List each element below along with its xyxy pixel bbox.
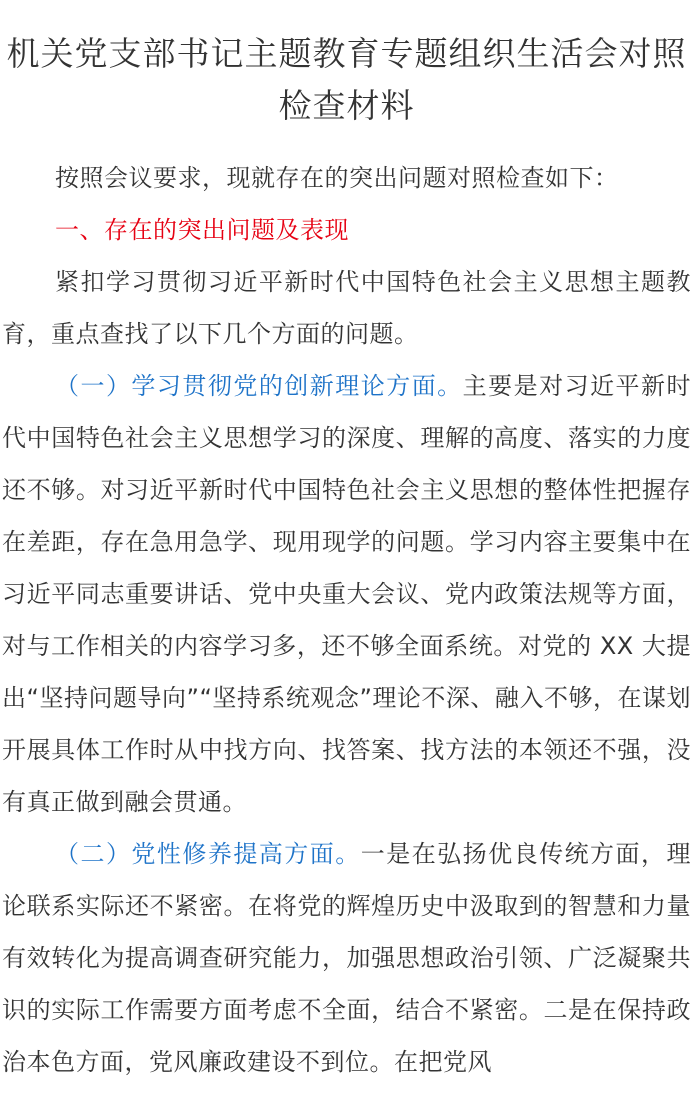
section-heading: 一、存在的突出问题及表现	[55, 216, 349, 244]
document-title: 机关党支部书记主题教育专题组织生活会对照检查材料	[6, 34, 687, 125]
item-1-body: 主要是对习近平新时代中国特色社会主义思想学习的深度、理解的高度、落实的力度还不够。对习近平新时代中国特色社会主义思想的整体性把握存在差距，存在急用急学、现用现学的问题。学习内容主要集中在习近平同志重要讲话、党中央重大会议、党内政策法规等方面，对与工作相关的内容学习多，还不够全面系统。对党的 XX 大提出“坚持问题导向”“坚持系统观念”理论不深、融入不够，在谋划开展具体工作时从中找方向、找答案、找方法的本领还不强，没有真正做到融会贯通。	[2, 372, 692, 816]
item-2-heading: （二）党性修养提高方面。	[55, 840, 361, 868]
section-body-paragraph: 紧扣学习贯彻习近平新时代中国特色社会主义思想主题教育，重点查找了以下几个方面的问题。	[2, 268, 691, 348]
document-body	[0, 152, 693, 1088]
item-2-paragraph	[2, 828, 691, 1088]
intro-paragraph: 按照会议要求，现就存在的突出问题对照检查如下：	[55, 164, 619, 192]
item-1-heading: （一）学习贯彻党的创新理论方面。	[55, 372, 463, 400]
item-1-paragraph	[2, 360, 691, 828]
item-2-body: 一是在弘扬优良传统方面，理论联系实际还不紧密。在将党的辉煌历史中汲取到的智慧和力量有效转化为提高调查研究能力，加强思想政治引领、广泛凝聚共识的实际工作需要方面考虑不全面，结合不紧密。二是在保持政治本色方面，党风廉政建设不到位。在把党风	[2, 840, 691, 1076]
